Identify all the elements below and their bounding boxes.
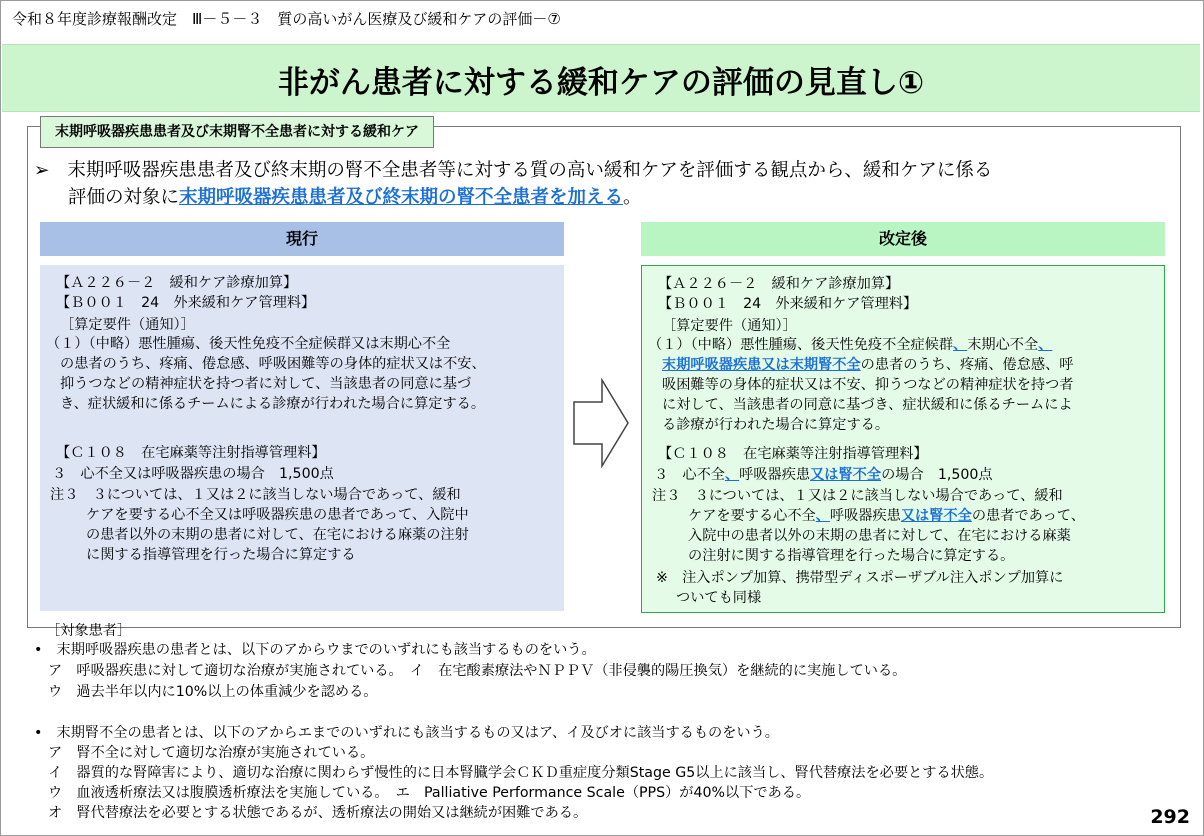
revised-line: 【Ｂ００１ 24 外来緩和ケア管理料】 bbox=[658, 296, 918, 312]
column-header-current: 現行 bbox=[40, 222, 564, 256]
current-line: （１）（中略）悪性腫瘍、後天性免疫不全症候群又は末期心不全 bbox=[46, 336, 451, 352]
current-line: き、症状緩和に係るチームによる診療が行われた場合に算定する。 bbox=[60, 396, 486, 412]
target-item: • 末期腎不全の患者とは、以下のアからエまでのいずれにも該当するもの又はア、イ及びオに該当するものをいう。 bbox=[34, 725, 779, 741]
revised-line: 入院中の患者以外の末期の患者に対して、在宅における麻薬 bbox=[688, 528, 1071, 544]
revised-text: 呼吸器疾患 bbox=[829, 508, 901, 524]
revised-line: の注射に関する指導管理を行った場合に算定する。 bbox=[688, 548, 1015, 564]
target-heading: ［対象患者］ bbox=[46, 623, 132, 639]
revised-line: に対して、当該患者の同意に基づき、症状緩和に係るチームによ bbox=[662, 397, 1073, 413]
current-panel bbox=[40, 265, 564, 611]
revised-panel bbox=[641, 265, 1165, 613]
title-bar bbox=[2, 44, 1200, 112]
summary-line-2 bbox=[68, 183, 642, 209]
revised-highlight: 又は腎不全 bbox=[810, 467, 882, 483]
page-title: 非がん患者に対する緩和ケアの評価の見直し① bbox=[277, 65, 925, 101]
summary-line-1 bbox=[34, 156, 992, 182]
arrow-bullet-icon: ➢ bbox=[34, 160, 50, 181]
revised-text: ３ 心不全 bbox=[654, 467, 725, 483]
current-line: 【Ａ２２６－２ 緩和ケア診療加算】 bbox=[56, 275, 298, 291]
current-line: に関する指導管理を行った場合に算定する bbox=[86, 547, 356, 563]
revised-text: の患者のうち、疼痛、倦怠感、呼 bbox=[860, 357, 1074, 373]
current-line: 抑うつなどの精神症状を持つ者に対して、当該患者の同意に基づ bbox=[60, 376, 472, 392]
arrow-right-icon bbox=[572, 378, 630, 468]
target-item: イ 器質的な腎障害により、適切な治療に関わらず慢性的に日本腎臓学会ＣＫＤ重症度分類Stage G5以上に該当し、腎代替療法を必要とする状態。 bbox=[48, 765, 994, 781]
summary-text-1: 末期呼吸器疾患患者及び終末期の腎不全患者等に対する質の高い緩和ケアを評価する観点から、緩和ケアに係る bbox=[67, 160, 993, 181]
revised-line bbox=[654, 465, 993, 485]
section-tab: 末期呼吸器疾患患者及び末期腎不全患者に対する緩和ケア bbox=[40, 116, 434, 148]
current-line: 【Ｃ１０８ 在宅麻薬等注射指導管理料】 bbox=[56, 445, 326, 461]
revised-text: （１）（中略）悪性腫瘍、後天性免疫不全症候群 bbox=[648, 337, 954, 353]
revised-line: 吸困難等の身体的症状又は不安、抑うつなどの精神症状を持つ者 bbox=[662, 377, 1074, 393]
revised-text: の患者であって、 bbox=[971, 508, 1085, 524]
revised-line: 【Ｃ１０８ 在宅麻薬等注射指導管理料】 bbox=[658, 446, 928, 462]
revised-text: 呼吸器疾患 bbox=[739, 467, 811, 483]
target-item: オ 腎代替療法を必要とする状態であるが、透析療法の開始又は継続が困難である。 bbox=[48, 805, 588, 821]
revised-text: の場合 1,500点 bbox=[881, 467, 993, 483]
column-header-revised: 改定後 bbox=[641, 222, 1165, 256]
target-item: ア 腎不全に対して適切な治療が実施されている。 bbox=[48, 745, 375, 761]
revised-highlight: 、 bbox=[815, 508, 830, 524]
breadcrumb: 令和８年度診療報酬改定 Ⅲ－５－３ 質の高いがん医療及び緩和ケアの評価－⑦ bbox=[12, 10, 561, 28]
revised-highlight: 又は腎不全 bbox=[900, 508, 972, 524]
revised-note: ついても同様 bbox=[676, 590, 762, 606]
revised-note: ※ 注入ポンプ加算、携帯型ディスポーザブル注入ポンプ加算に bbox=[656, 570, 1064, 586]
target-item: • 末期呼吸器疾患の患者とは、以下のアからウまでのいずれにも該当するものをいう。 bbox=[34, 642, 596, 658]
revised-highlight: 、 bbox=[724, 467, 740, 483]
revised-line: ［算定要件（通知）］ bbox=[662, 318, 797, 334]
current-line: ［算定要件（通知）］ bbox=[60, 317, 195, 333]
revised-highlight: 、 bbox=[1038, 337, 1053, 353]
revised-highlight: 末期呼吸器疾患又は末期腎不全 bbox=[662, 357, 861, 373]
current-line: ケアを要する心不全又は呼吸器疾患の患者であって、入院中 bbox=[86, 507, 469, 523]
target-item: ウ 過去半年以内に10%以上の体重減少を認める。 bbox=[48, 684, 378, 700]
revised-line bbox=[662, 355, 1073, 375]
revised-line bbox=[688, 506, 1085, 526]
revised-line bbox=[648, 335, 1052, 355]
target-item: ア 呼吸器疾患に対して適切な治療が実施されている。 イ 在宅酸素療法やＮＰＰＶ（非侵襲的陽圧換気）を継続的に実施している。 bbox=[48, 663, 907, 679]
revised-highlight: 、 bbox=[953, 337, 968, 353]
target-item: ウ 血液透析療法又は腹膜透析療法を実施している。 エ Palliative Performance Scale（PPS）が40%以下である。 bbox=[48, 785, 811, 801]
page-number: 292 bbox=[1150, 806, 1190, 828]
current-line: 注３ ３については、１又は２に該当しない場合であって、緩和 bbox=[50, 487, 461, 503]
revised-line: る診療が行われた場合に算定する。 bbox=[662, 417, 890, 433]
current-line: の患者のうち、疼痛、倦怠感、呼吸困難等の身体的症状又は不安、 bbox=[60, 356, 486, 372]
current-line: 【Ｂ００１ 24 外来緩和ケア管理料】 bbox=[56, 295, 316, 311]
summary-text-2-post: 。 bbox=[623, 187, 642, 208]
current-line: ３ 心不全又は呼吸器疾患の場合 1,500点 bbox=[52, 466, 334, 482]
summary-text-2-highlight: 末期呼吸器疾患患者及び終末期の腎不全患者を加える bbox=[179, 187, 624, 208]
revised-text: ケアを要する心不全 bbox=[688, 508, 816, 524]
current-line: の患者以外の末期の患者に対して、在宅における麻薬の注射 bbox=[86, 527, 469, 543]
summary-text-2-pre: 評価の対象に bbox=[68, 187, 180, 208]
revised-line: 注３ ３については、１又は２に該当しない場合であって、緩和 bbox=[652, 488, 1063, 504]
revised-line: 【Ａ２２６－２ 緩和ケア診療加算】 bbox=[658, 276, 900, 292]
revised-text: 末期心不全 bbox=[967, 337, 1039, 353]
